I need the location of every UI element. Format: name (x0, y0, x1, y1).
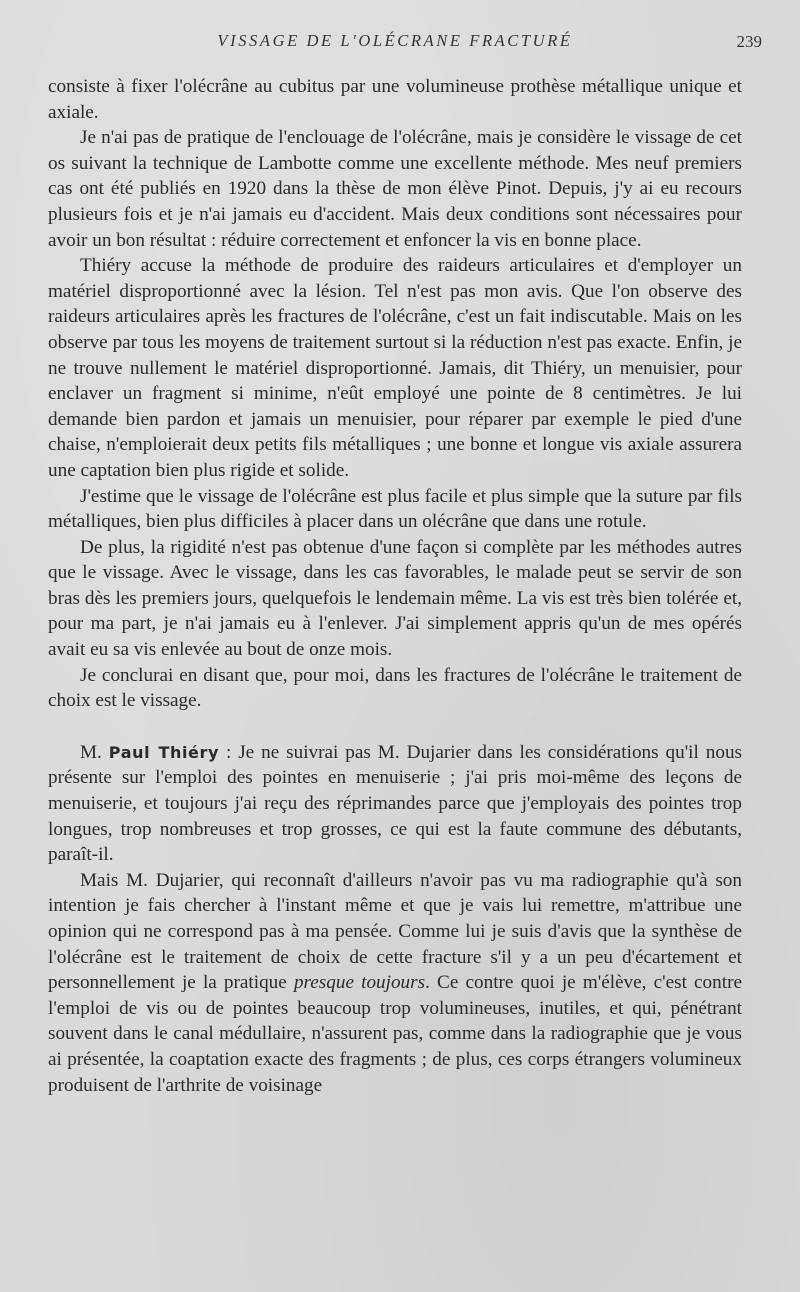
paragraph: Thiéry accuse la méthode de produire des raideurs articulaires et d'employer un matériel disproportionné avec la lésion. Tel n'est pas mon avis. Que l'on observe des raideurs articulaires après les fractures de l'olécrâne, c'est un fait indiscutable. Mais on les observe par tous les moyens de traitement surtout si la réduction n'est pas exacte. Enfin, je ne trouve nullement le matériel disproportionné. Jamais, dit Thiéry, un menuisier, pour enclaver un fragment si minime, n'eût employé une pointe de 8 centimètres. Je lui demande bien pardon et jamais un menuisier, pour réparer par exemple le pied d'une chaise, n'emploierait deux petits fils métalliques ; une bonne et longue vis axiale assurera une captation bien plus rigide et solide. (48, 255, 742, 481)
section-gap (48, 714, 742, 740)
speaker-prefix: M. (80, 741, 102, 763)
discussion-text-end: . Ce contre quoi je m'élève, c'est contre l'emploi de vis ou de pointes beaucoup trop volumineuses, inutiles, et qui, pénétrant souvent dans le canal médullaire, n'assurent pas, comme dans la radiographie que je vous ai présentée, la coaptation exacte des fragments ; de plus, ces corps étrangers volumineux produisent de l'arthrite de voisinage (48, 972, 742, 1096)
paragraph: Je n'ai pas de pratique de l'enclouage de l'olécrâne, mais je considère le vissage de cet os suivant la technique de Lambotte comme une excellente méthode. Mes neuf premiers cas ont été publiés en 1920 dans la thèse de mon élève Pinot. Depuis, j'y ai eu recours plusieurs fois et je n'ai jamais eu d'accident. Mais deux conditions sont nécessaires pour avoir un bon résultat : réduire correctement et enfoncer la vis en bonne place. (48, 127, 742, 251)
running-header (48, 27, 762, 57)
paragraph-continued: consiste à fixer l'olécrâne au cubitus par une volumineuse prothèse métallique unique et axiale. (48, 76, 742, 123)
discussion-text: Mais M. Dujarier, qui reconnaît d'ailleurs n'avoir pas vu ma radiographie qu'à son intention je fais chercher à l'instant même et que je vais lui remettre, m'attribue une opinion qui ne correspond pas à ma pensée. Comme lui je suis d'avis que la synthèse de l'olécrâne est le traitement de choix de cette fracture s'il y a un peu d'écartement et personnellement je la pratique (48, 869, 742, 994)
body-text (48, 74, 742, 1098)
discussion-intro: : Je ne suivrai pas M. Dujarier dans les considérations qu'il nous présente sur l'emploi des pointes en menuiserie ; j'ai pris moi-même des leçons de menuiserie, et toujours j'ai reçu des réprimandes parce que j'employais des pointes trop longues, trop nombreuses et trop grosses, ce qui est la faute commune des débutants, paraît-il. (48, 741, 742, 866)
discussion-paragraph (48, 740, 742, 868)
discussion-paragraph (48, 868, 742, 1098)
running-title: VISSAGE DE L'OLÉCRANE FRACTURÉ (217, 31, 573, 50)
page-number: 239 (736, 32, 762, 51)
paragraph: Je conclurai en disant que, pour moi, dans les fractures de l'olécrâne le traitement de choix est le vissage. (48, 664, 742, 712)
emphasis-text: presque toujours (293, 972, 426, 994)
paragraph: De plus, la rigidité n'est pas obtenue d'une façon si complète par les méthodes autres que le vissage. Avec le vissage, dans les cas favorables, le malade peut se servir de son bras dès les premiers jours, quelquefois le lendemain même. La vis est très bien tolérée et, pour ma part, je n'ai jamais eu à l'enlever. J'ai simplement appris qu'un de mes opérés avait eu sa vis enlevée au bout de onze mois. (48, 536, 742, 661)
paragraph: J'estime que le vissage de l'olécrâne est plus facile et plus simple que la suture par fils métalliques, bien plus difficiles à placer dans un olécrâne que dans une rotule. (48, 485, 742, 533)
speaker-name: Paul Thiéry (108, 742, 220, 762)
